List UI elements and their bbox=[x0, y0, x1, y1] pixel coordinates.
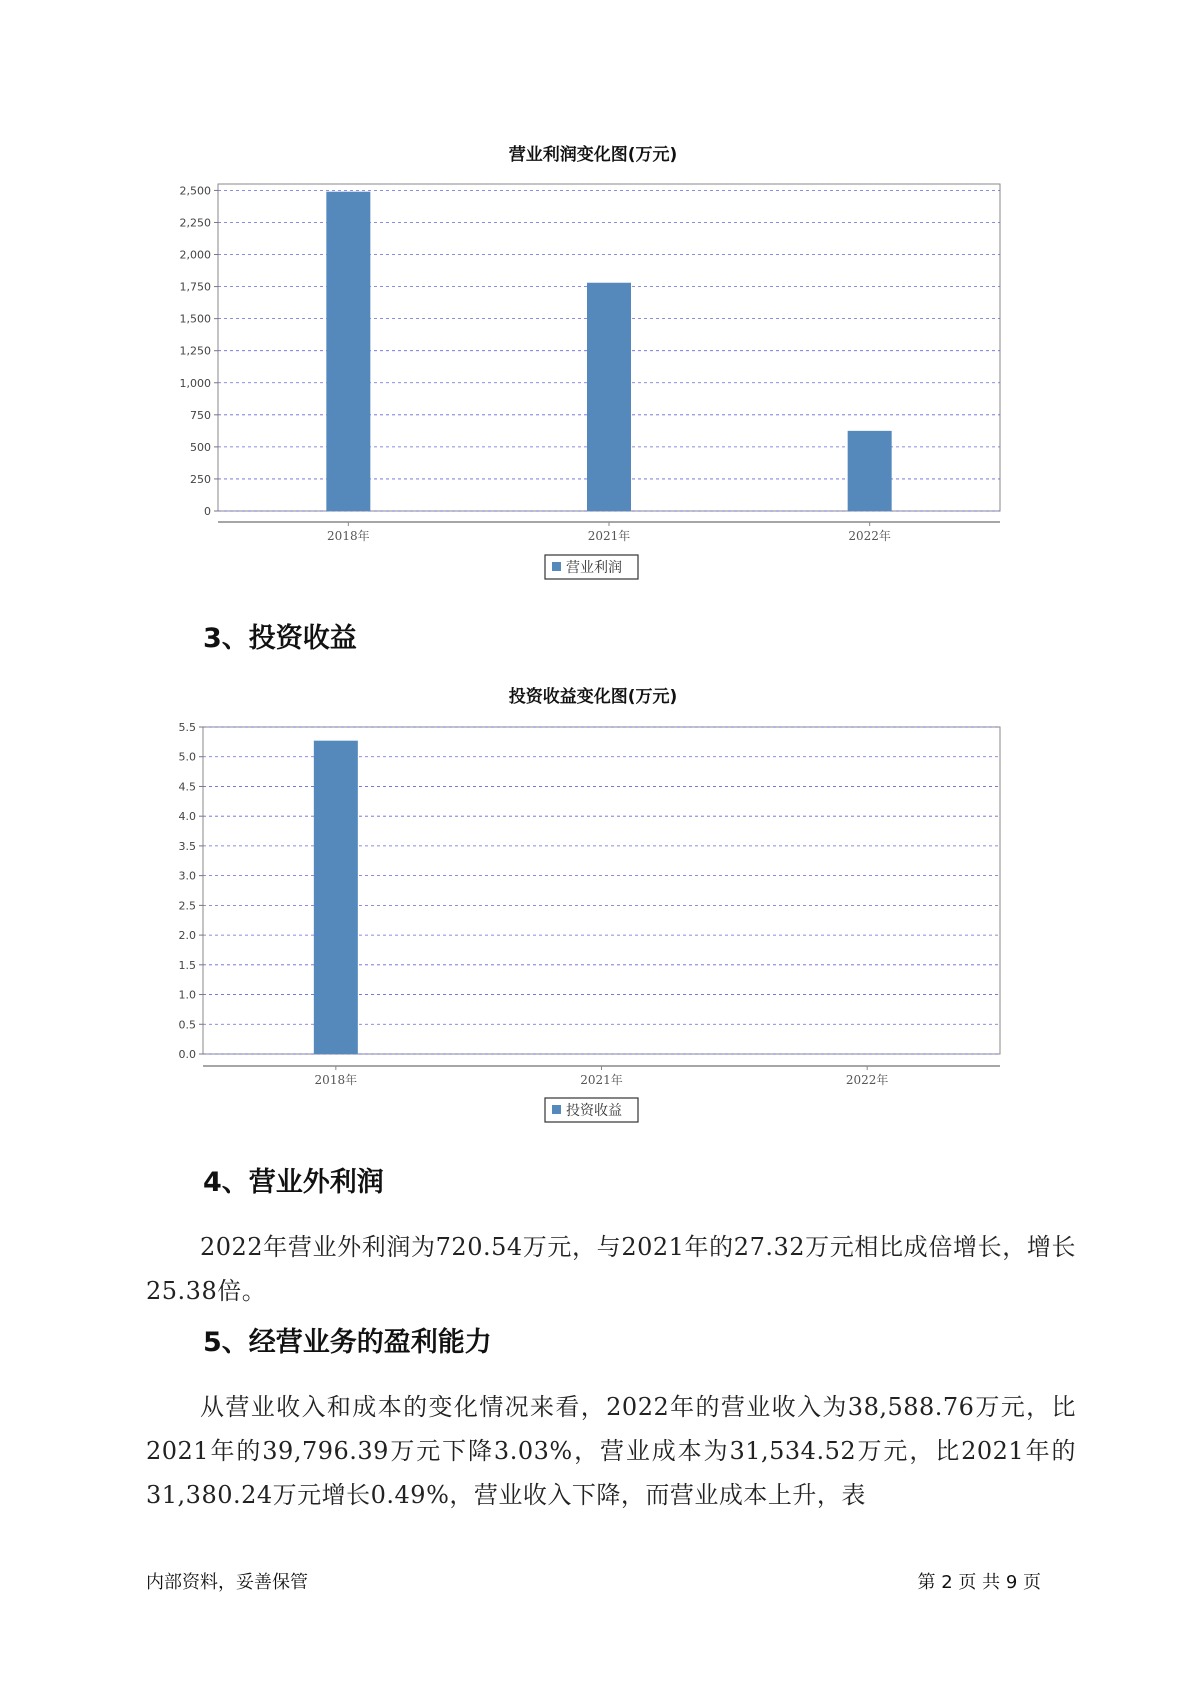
y-tick-label: 0.0 bbox=[178, 1048, 196, 1061]
bar-2018年 bbox=[314, 741, 358, 1054]
y-tick-label: 3.0 bbox=[178, 869, 196, 883]
footer-page-number: 第 2 页 共 9 页 bbox=[917, 1572, 1041, 1593]
y-tick-label: 750 bbox=[190, 408, 211, 422]
x-tick-label: 2022年 bbox=[848, 529, 891, 543]
x-tick-label: 2022年 bbox=[845, 1073, 889, 1087]
y-tick-label: 0.5 bbox=[178, 1018, 196, 1032]
chart-title: 投资收益变化图(万元) bbox=[508, 687, 678, 707]
y-tick-label: 0 bbox=[204, 505, 211, 518]
y-tick-label: 2.0 bbox=[178, 929, 196, 943]
y-tick-label: 1.0 bbox=[178, 988, 196, 1002]
section-heading-investment: 3、投资收益 bbox=[203, 623, 357, 654]
y-tick-label: 1,750 bbox=[179, 280, 211, 294]
y-tick-label: 1.5 bbox=[178, 958, 196, 972]
y-tick-label: 1,000 bbox=[179, 376, 211, 390]
x-tick-label: 2021年 bbox=[587, 529, 631, 543]
legend-label: 营业利润 bbox=[566, 560, 622, 576]
y-tick-label: 3.5 bbox=[178, 839, 196, 853]
chart-title: 营业利润变化图(万元) bbox=[508, 145, 678, 165]
nonoperating-profit-paragraph: 2022年营业外利润为720.54万元，与2021年的27.32万元相比成倍增长，增长25.38倍。 bbox=[146, 1233, 1076, 1305]
y-tick-label: 4.0 bbox=[178, 810, 196, 824]
legend-swatch bbox=[552, 1105, 561, 1114]
profitability-paragraph: 从营业收入和成本的变化情况来看，2022年的营业收入为38,588.76万元，比2021年的39,796.39万元下降3.03%，营业成本为31,534.52万元，比2021年的31,380.24万元增长0.49%，营业收入下降，而营业成本上升，表 bbox=[146, 1393, 1076, 1509]
y-tick-label: 2,500 bbox=[179, 184, 211, 198]
legend-label: 投资收益 bbox=[566, 1103, 622, 1119]
y-tick-label: 2,000 bbox=[179, 248, 211, 262]
y-tick-label: 1,500 bbox=[179, 312, 211, 326]
y-tick-label: 1,250 bbox=[179, 344, 211, 358]
x-tick-label: 2018年 bbox=[327, 529, 370, 543]
section-heading-profitability: 5、经营业务的盈利能力 bbox=[203, 1327, 492, 1358]
y-tick-label: 5.0 bbox=[178, 750, 196, 764]
y-tick-label: 500 bbox=[190, 440, 211, 454]
x-tick-label: 2018年 bbox=[314, 1073, 358, 1087]
x-tick-label: 2021年 bbox=[580, 1073, 623, 1087]
footer-confidential-note: 内部资料，妥善保管 bbox=[146, 1572, 308, 1593]
section-heading-nonoperating-profit: 4、营业外利润 bbox=[203, 1167, 384, 1198]
y-tick-label: 250 bbox=[190, 472, 211, 486]
y-tick-label: 4.5 bbox=[178, 780, 196, 794]
y-tick-label: 2.5 bbox=[178, 899, 196, 913]
y-tick-label: 5.5 bbox=[178, 721, 196, 734]
y-tick-label: 2,250 bbox=[179, 216, 211, 230]
